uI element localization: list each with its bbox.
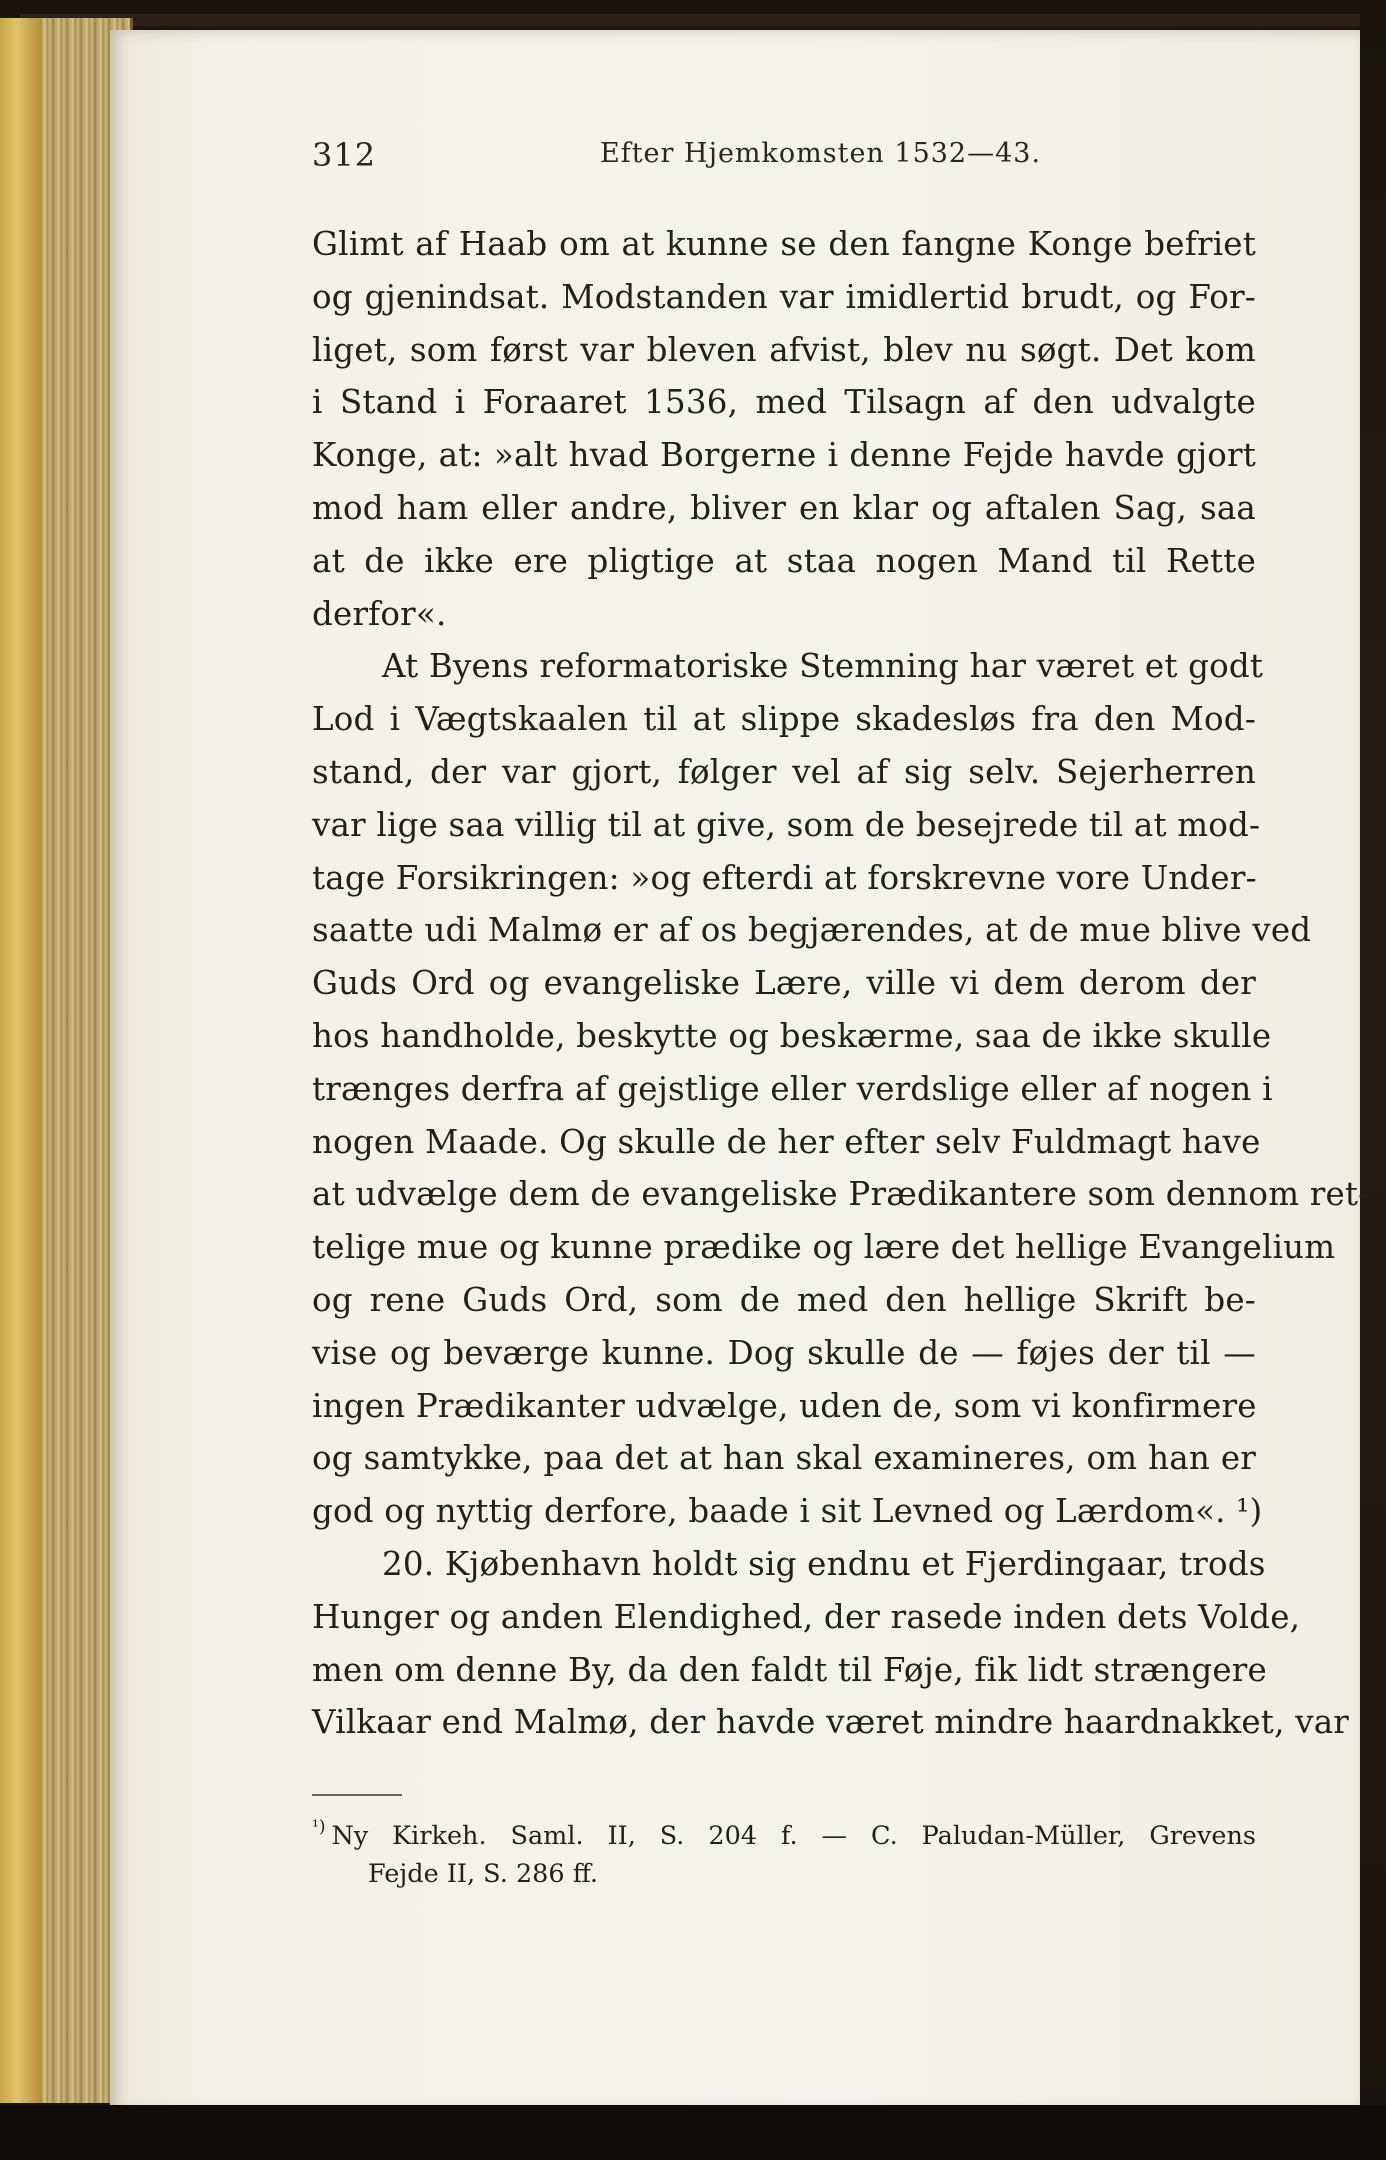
- text-line: at udvælge dem de evangeliske Prædikantere som dennom ret-: [312, 1175, 1370, 1214]
- scan-bottom-edge: [0, 2105, 1386, 2160]
- footnote-text: Ny Kirkeh. Saml. II, S. 204 f. — C. Paludan-Müller, Grevens: [331, 1821, 1256, 1851]
- text-line: men om denne By, da den faldt til Føje, fik lidt strængere: [312, 1650, 1267, 1689]
- book-binding-edge: [20, 14, 1360, 26]
- footnote-line: [312, 1817, 1256, 1855]
- text-line: Lod i Vægtskaalen til at slippe skadesløs fra den Mod-: [312, 700, 1256, 739]
- text-line: i Stand i Foraaret 1536, med Tilsagn af den udvalgte: [312, 383, 1256, 422]
- running-title: Efter Hjemkomsten 1532—43.: [600, 138, 1042, 169]
- footnote-rule: [312, 1794, 402, 1796]
- text-line: Vilkaar end Malmø, der havde været mindre haardnakket, var: [312, 1703, 1350, 1742]
- text-line: at de ikke ere pligtige at staa nogen Mand til Rette: [312, 541, 1256, 580]
- text-line: Glimt af Haab om at kunne se den fangne Konge befriet: [312, 225, 1256, 263]
- footnote-line: Fejde II, S. 286 ff.: [368, 1859, 599, 1889]
- page-number: 312: [312, 136, 377, 174]
- text-line: trænges derfra af gejstlige eller verdslige eller af nogen i: [312, 1069, 1273, 1108]
- text-line: og gjenindsat. Modstanden var imidlertid brudt, og For-: [312, 277, 1256, 316]
- body-text: [312, 218, 1370, 1749]
- text-line: mod ham eller andre, bliver en klar og aftalen Sag, saa: [312, 488, 1256, 527]
- footnote-marker: ¹): [312, 1817, 326, 1837]
- text-line: saatte udi Malmø er af os begjærendes, at de mue blive ved: [312, 911, 1312, 950]
- text-line: nogen Maade. Og skulle de her efter selv Fuldmagt have: [312, 1122, 1261, 1161]
- text-line: tage Forsikringen: »og efterdi at forskrevne vore Under-: [312, 858, 1257, 897]
- text-line: var lige saa villig til at give, som de besejrede til at mod-: [312, 805, 1261, 844]
- paragraph-start-line: At Byens reformatoriske Stemning har været et godt: [382, 647, 1264, 686]
- text-line: vise og beværge kunne. Dog skulle de — føjes der til —: [312, 1333, 1256, 1372]
- text-line: ingen Prædikanter udvælge, uden de, som vi konfirmere: [312, 1386, 1257, 1425]
- footnote: [312, 1817, 1256, 1893]
- text-line: hos handholde, beskytte og beskærme, saa de ikke skulle: [312, 1016, 1272, 1055]
- running-header: [312, 136, 1256, 176]
- text-line: Guds Ord og evangeliske Lære, ville vi dem derom der: [312, 964, 1256, 1003]
- paragraph-start-line: 20. Kjøbenhavn holdt sig endnu et Fjerdingaar, trods: [382, 1544, 1266, 1583]
- text-line: telige mue og kunne prædike og lære det hellige Evangelium: [312, 1228, 1336, 1267]
- text-line: stand, der var gjort, følger vel af sig selv. Sejerherren: [312, 752, 1256, 791]
- text-line: Konge, at: »alt hvad Borgerne i denne Fejde havde gjort: [312, 436, 1256, 475]
- text-line: liget, som først var bleven afvist, blev nu søgt. Det kom: [312, 330, 1256, 369]
- text-line: god og nyttig derfore, baade i sit Levned og Lærdom«. ¹): [312, 1492, 1263, 1531]
- text-line: Hunger og anden Elendighed, der rasede inden dets Volde,: [312, 1597, 1301, 1636]
- text-line: og rene Guds Ord, som de med den hellige Skrift be-: [312, 1280, 1256, 1319]
- text-line: derfor«.: [312, 594, 447, 633]
- text-line: og samtykke, paa det at han skal examineres, om han er: [312, 1439, 1256, 1478]
